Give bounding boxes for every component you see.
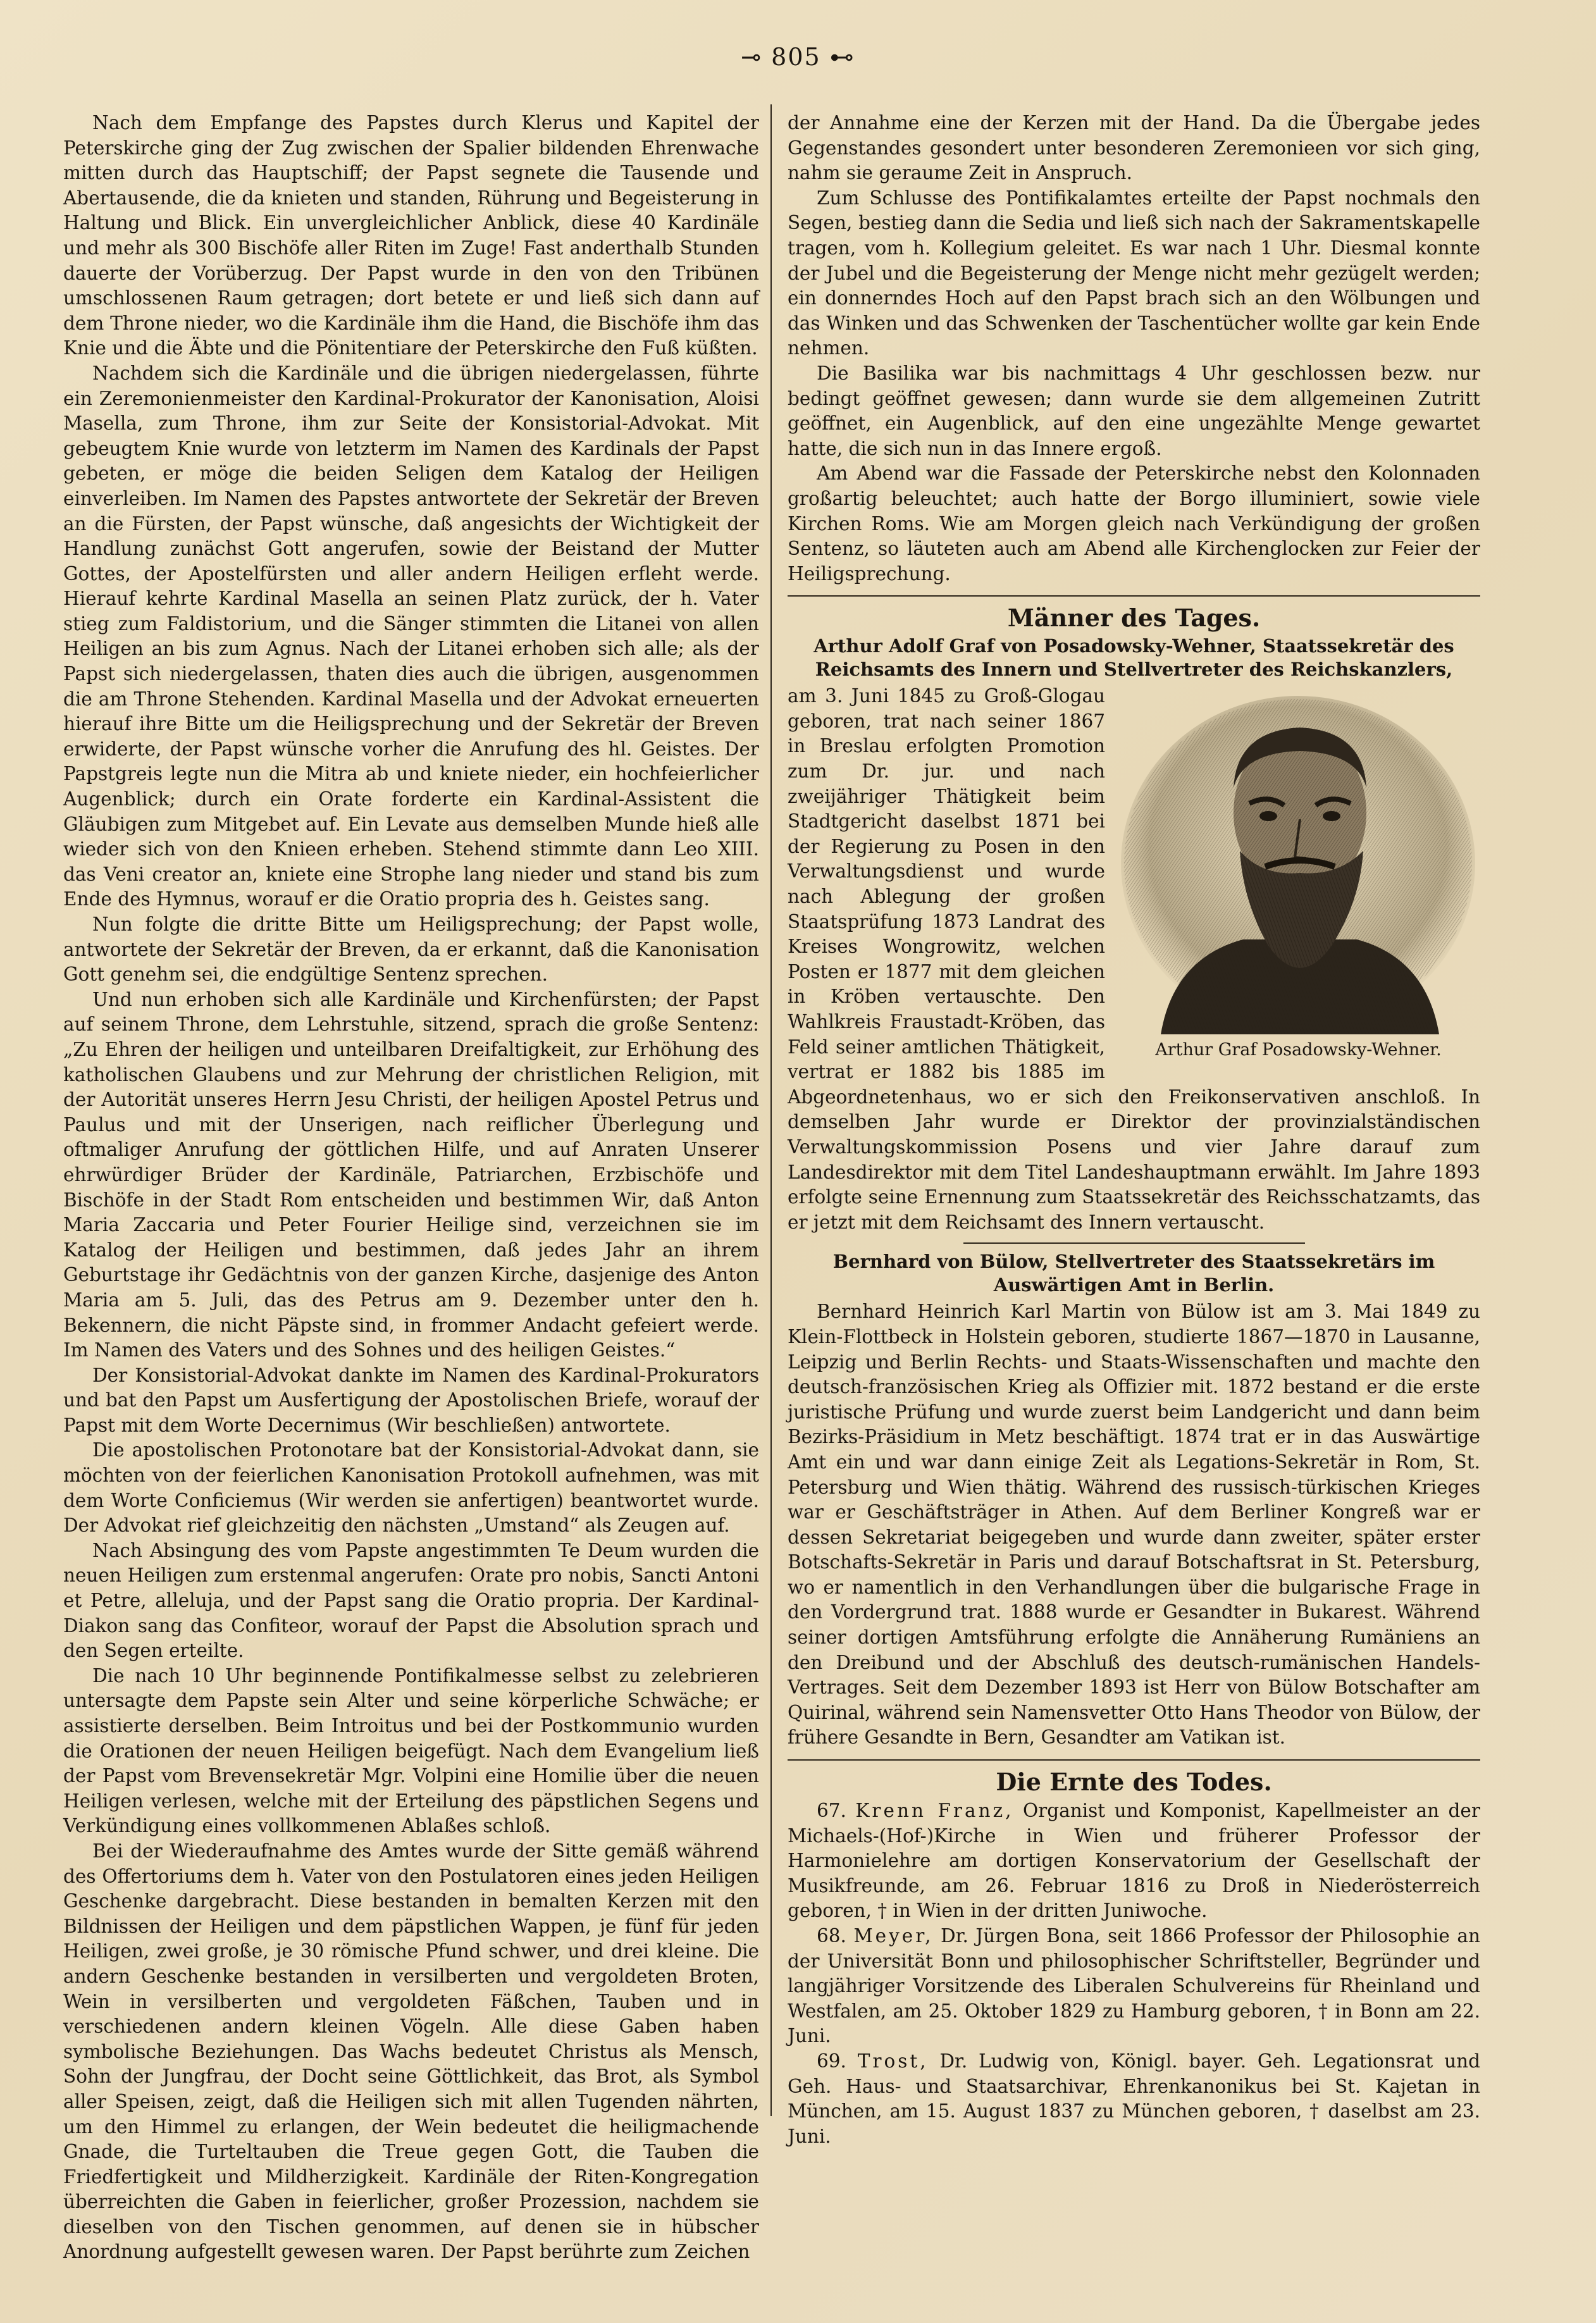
obituary-entry [788, 1799, 1480, 1924]
entry-name: Krenn Franz, [855, 1800, 1014, 1822]
subheading-buelow: Bernhard von Bülow, Stellvertreter des Staatssekretärs im Auswärtigen Amt in Berlin. [832, 1251, 1435, 1296]
portrait-block [1117, 693, 1480, 1061]
paragraph: am 3. Juni 1845 zu Groß-Glogau geboren, trat nach seiner 1867 in Breslau erfolgten Promotion zum Dr. jur. und nach zweijähriger Thätigkeit beim Stadtgericht daselbst 1871 bei der Regierung zu Posen in den Verwaltungsdienst und wurde nach Ablegung der großen Staatsprüfung 1873 Landrat des Kreises Wongrowitz, welchen Posten er 1877 mit dem gleichen in Kröben vertauschte. Den Wahlkreis Fraustadt-Kröben, das Feld seiner amtlichen Thätigkeit, vertrat er 1882 bis 1885 im Abgeordnetenhaus, wo er sich den Freikonservativen anschloß. In demselben Jahr wurde er Direktor der provinzialständischen Verwaltungskommission Posens und vier Jahre darauf zum Landesdirektor mit dem Titel Landeshauptmann erwählt. Im Jahre 1893 erfolgte seine Ernennung zum Staatssekretär des Reichsschatzamts, das er jetzt mit dem Reichsamt des Innern vertauscht. [788, 685, 1480, 1233]
entry-text: Organist und Komponist, Kapellmeister an der Michaels-(Hof-)Kirche in Wien und früherer Professor der Harmonielehre am dortigen Konservatorium der Gesellschaft der Musikfreunde, am 26. Februar 1816 zu Droß in Niederösterreich geboren, † in Wien in der dritten Juniwoche. [788, 1800, 1480, 1922]
subheading-posadowsky: Arthur Adolf Graf von Posadowsky-Wehner, Staatssekretär des Reichsamts des Innern und Stellvertreter des Reichskanzlers, [813, 635, 1454, 681]
section-rule [788, 1759, 1480, 1761]
entry-number: 68. [817, 1925, 846, 1947]
paragraph: Bei der Wiederaufnahme des Amtes wurde der Sitte gemäß während des Offertoriums dem h. Vater von den Postulatoren eines jeden Heiligen Geschenke dargebracht. Diese bestanden in bemalten Kerzen mit den Bildnissen der Heiligen und dem päpstlichen Wappen, je fünf für jeden Heiligen, zwei große, je 30 römische Pfund schwer, und drei kleine. Die andern Geschenke bestanden in versilberten und vergoldeten Broten, Wein in versilberten und vergoldeten Fäßchen, Tauben und in verschiedenen andern kleinen Vögeln. Alle diese Gaben haben symbolische Beziehungen. Das Wachs bedeutet Christus als Mensch, Sohn der Jungfrau, der Docht seine Göttlichkeit, das Brot, als Symbol aller Speisen, zeigt, daß die Heiligen sich mit allen Tugenden nährten, um den Himmel zu erlangen, der Wein bedeutet die heiligmachende Gnade, die Turteltauben die Treue gegen Gott, die Tauben die Friedfertigkeit und Mildherzigkeit. Kardinäle der Riten-Kongregation überreichten die Gaben in feierlicher, großer Prozession, nachdem sie dieselben von den Tischen genommen, auf denen sie in hübscher Anordnung aufgestellt gewesen waren. Der Papst berührte zum Zeichen [63, 1840, 759, 2263]
left-column [63, 111, 759, 2265]
obituary-entry [788, 1924, 1480, 2049]
short-rule [963, 1242, 1305, 1244]
portrait-caption: Arthur Graf Posadowsky-Wehner. [1155, 1040, 1442, 1060]
section-rule [788, 595, 1480, 597]
portrait-engraving [1117, 693, 1480, 1034]
entry-number: 67. [817, 1800, 846, 1822]
paragraph: Und nun erhoben sich alle Kardinäle und Kirchenfürsten; der Papst auf seinem Throne, dem Lehrstuhle, sitzend, sprach die große Sentenz: „Zu Ehren der heiligen und unteilbaren Dreifaltigkeit, zur Erhöhung des katholischen Glaubens und zur Mehrung der christlichen Religion, mit der Autorität unseres Herrn Jesu Christi, der heiligen Apostel Petrus und Paulus und mit der Unserigen, nach reiflicher Überlegung und oftmaliger Anrufung der göttlichen Hilfe, und auf Anraten Unserer ehrwürdiger Brüder der Kardinäle, Patriarchen, Erzbischöfe und Bischöfe in der Stadt Rom entscheiden und bestimmen Wir, daß Anton Maria Zaccaria und Peter Fourier Heilige sind, verzeichnen sie im Katalog der Heiligen und bestimmen, daß jedes Jahr an ihrem Geburtstage ihr Gedächtnis von der ganzen Kirche, dasjenige des Anton Maria am 5. Juli, das des Petrus am 9. Dezember unter den h. Bekennern, die nicht Päpste sind, in frommer Andacht gefeiert werde. Im Namen des Vaters und des Sohnes und des heiligen Geistes.“ [63, 988, 759, 1361]
paragraph: Zum Schlusse des Pontifikalamtes erteilte der Papst nochmals den Segen, bestieg dann die Sedia und ließ sich nach der Sakramentskapelle tragen, vom h. Kollegium geleitet. Es war nach 1 Uhr. Diesmal konnte der Jubel und die Begeisterung der Menge nicht mehr gezügelt werden; ein donnerndes Hoch auf den Papst brach sich an den Wölbungen und das Winken und das Schwenken der Taschentücher wollte gar kein Ende nehmen. [788, 187, 1480, 359]
section-heading-maenner: Männer des Tages. [1007, 604, 1261, 633]
right-column [788, 111, 1480, 2149]
paragraph: der Annahme eine der Kerzen mit der Hand. Da die Übergabe jedes Gegenstandes gesondert unter besonderen Zeremonieen vor sich ging, nahm sie geraume Zeit in Anspruch. [788, 112, 1480, 184]
paragraph: Der Konsistorial-Advokat dankte im Namen des Kardinal-Prokurators und bat den Papst um Ausfertigung der Apostolischen Briefe, worauf der Papst mit dem Worte Decernimus (Wir beschließen) antwortete. [63, 1364, 759, 1436]
obituary-entry [788, 2049, 1480, 2149]
entry-name: Meyer, [853, 1925, 934, 1947]
paragraph: Bernhard Heinrich Karl Martin von Bülow ist am 3. Mai 1849 zu Klein-Flottbeck in Holstein geboren, studierte 1867—1870 in Lausanne, Leipzig und Berlin Rechts- und Staats-Wissenschaften und machte den deutsch-französischen Krieg als Offizier mit. 1872 bestand er die erste juristische Prüfung und wurde zuerst beim Landgericht und dann beim Bezirks-Präsidium in Metz beschäftigt. 1874 trat er in das Auswärtige Amt ein und war dann einige Zeit als Legations-Sekretär in Rom, St. Petersburg und Wien thätig. Während des russisch-türkischen Krieges war er Geschäftsträger in Athen. Auf dem Berliner Kongreß war er dessen Sekretariat beigegeben und wurde dann zweiter, später erster Botschafts-Sekretär in Paris und darauf Botschaftsrat in St. Petersburg, wo er namentlich in den Verhandlungen über die bulgarische Frage in den Vordergrund trat. 1888 wurde er Gesandter in Bukarest. Während seiner dortigen Amtsführung erfolgte die Annäherung Rumäniens an den Dreibund und der Abschluß des deutsch-rumänischen Handels-Vertrages. Seit dem Dezember 1893 ist Herr von Bülow Botschafter am Quirinal, während sein Namensvetter Otto Hans Theodor von Bülow, der frühere Gesandte in Bern, Gesandter am Vatikan ist. [788, 1301, 1480, 1749]
entry-text: Dr. Ludwig von, Königl. bayer. Geh. Legationsrat und Geh. Haus- und Staatsarchivar, Ehrenkanonikus bei St. Kajetan in München, am 15. August 1837 zu München geboren, † daselbst am 23. Juni. [788, 2050, 1480, 2147]
paragraph: Am Abend war die Fassade der Peterskirche nebst den Kolonnaden großartig beleuchtet; auch hatte der Borgo illuminiert, sowie viele Kirchen Roms. Wie am Morgen gleich nach Verkündigung der großen Sentenz, so läuteten auch am Abend alle Kirchenglocken zur Feier der Heiligsprechung. [788, 462, 1480, 585]
paragraph: Nachdem sich die Kardinäle und die übrigen niedergelassen, führte ein Zeremonienmeister den Kardinal-Prokurator der Kanonisation, Aloisi Masella, zum Throne, ihm zur Seite der Konsistorial-Advokat. Mit gebeugtem Knie wurde von letzterm im Namen des Kardinals der Papst gebeten, er möge die beiden Seligen dem Katalog der Heiligen einverleiben. Im Namen des Papstes antwortete der Sekretär der Breven an die Fürsten, der Papst wünsche, daß angesichts der Wichtigkeit der Handlung zunächst Gott angerufen, sowie der Beistand der Mutter Gottes, der Apostelfürsten und aller andern Heiligen erfleht werde. Hierauf kehrte Kardinal Masella an seinen Platz zurück, der h. Vater stieg zum Faldistorium, und die Sänger stimmten die Litanei von allen Heiligen an bis zum Agnus. Nach der Litanei erhoben sich alle; als der Papst sich niedergelassen, thaten dies auch die übrigen, ausgenommen die am Throne Stehenden. Kardinal Masella und der Advokat erneuerten hierauf ihre Bitte um die Heiligsprechung und der Sekretär der Breven erwiderte, der Papst wünsche vorher die Anrufung des hl. Geistes. Der Papstgreis legte nun die Mitra ab und kniete nieder, ein hochfeierlicher Augenblick; durch ein Orate forderte ein Kardinal-Assistent die Gläubigen zum Mitgebet auf. Ein Levate aus demselben Munde hieß alle wieder sich von den Knieen erheben. Stehend stimmte dann Leo XIII. das Veni creator an, kniete eine Strophe lang nieder und stand bis zum Ende des Hymnus, worauf er die Oratio propria des h. Geistes sang. [63, 362, 759, 910]
entry-number: 69. [817, 2050, 846, 2072]
entry-name: Trost, [857, 2050, 929, 2072]
paragraph: Die Basilika war bis nachmittags 4 Uhr geschlossen bezw. nur bedingt geöffnet gewesen; dann wurde sie dem allgemeinen Zutritt geöffnet, ein Augenblick, auf den eine ungezählte Menge gewartet hatte, die sich nun in das Innere ergoß. [788, 362, 1480, 459]
paragraph: Die apostolischen Protonotare bat der Konsistorial-Advokat dann, sie möchten von der feierlichen Kanonisation Protokoll aufnehmen, was mit dem Worte Conficiemus (Wir werden sie anfertigen) beantwortet wurde. Der Advokat rief gleichzeitig den nächsten „Umstand“ als Zeugen auf. [63, 1439, 759, 1537]
paragraph: Nun folgte die dritte Bitte um Heiligsprechung; der Papst wolle, antwortete der Sekretär der Breven, da er erkannt, daß die Kanonisation Gott genehm sei, die endgültige Sentenz sprechen. [63, 914, 759, 986]
paragraph: Die nach 10 Uhr beginnende Pontifikalmesse selbst zu zelebrieren untersagte dem Papste sein Alter und seine körperliche Schwäche; er assistierte derselben. Beim Introitus und bei der Postkommunio wurden die Orationen der neuen Heiligen beigefügt. Nach dem Evangelium ließ der Papst vom Brevensekretär Mgr. Volpini eine Homilie über die neuen Heiligen verlesen, welche mit der Erteilung des päpstlichen Segens und Verkündigung eines vollkommenen Ablaßes schloß. [63, 1664, 759, 1837]
paragraph: Nach dem Empfange des Papstes durch Klerus und Kapitel der Peterskirche ging der Zug zwischen der Spalier bildenden Ehrenwache mitten durch das Hauptschiff; der Papst segnete die Tausende und Abertausende, die da knieten und standen, Rührung und Begeisterung in Haltung und Blick. Ein unvergleichlicher Anblick, diese 40 Kardinäle und mehr als 300 Bischöfe aller Riten im Zuge! Fast anderthalb Stunden dauerte der Vorüberzug. Der Papst wurde in den von den Tribünen umschlossenen Raum getragen; dort betete er und ließ sich dann auf dem Throne nieder, wo die Kardinäle ihm die Hand, die Bischöfe ihm das Knie und die Äbte und die Pönitentiare der Peterskirche den Fuß küßten. [63, 112, 759, 359]
entry-text: Dr. Jürgen Bona, seit 1866 Professor der Philosophie an der Universität Bonn und philosophischer Schriftsteller, Begründer und langjähriger Vorsitzende des Liberalen Schulvereins für Rheinland und Westfalen, am 25. Oktober 1829 zu Hamburg geboren, † in Bonn am 22. Juni. [788, 1925, 1480, 2047]
section-heading-ernte: Die Ernte des Todes. [996, 1768, 1272, 1797]
page-number: ⊸ 805 ⊷ [741, 43, 855, 71]
paragraph: Nach Absingung des vom Papste angestimmten Te Deum wurden die neuen Heiligen zum erstenmal angerufen: Orate pro nobis, Sancti Antoni et Petre, alleluja, und der Papst sang die Oratio propria. Der Kardinal-Diakon sang das Confiteor, worauf der Papst die Absolution sprach und den Segen erteilte. [63, 1539, 759, 1662]
column-divider [770, 104, 772, 2116]
